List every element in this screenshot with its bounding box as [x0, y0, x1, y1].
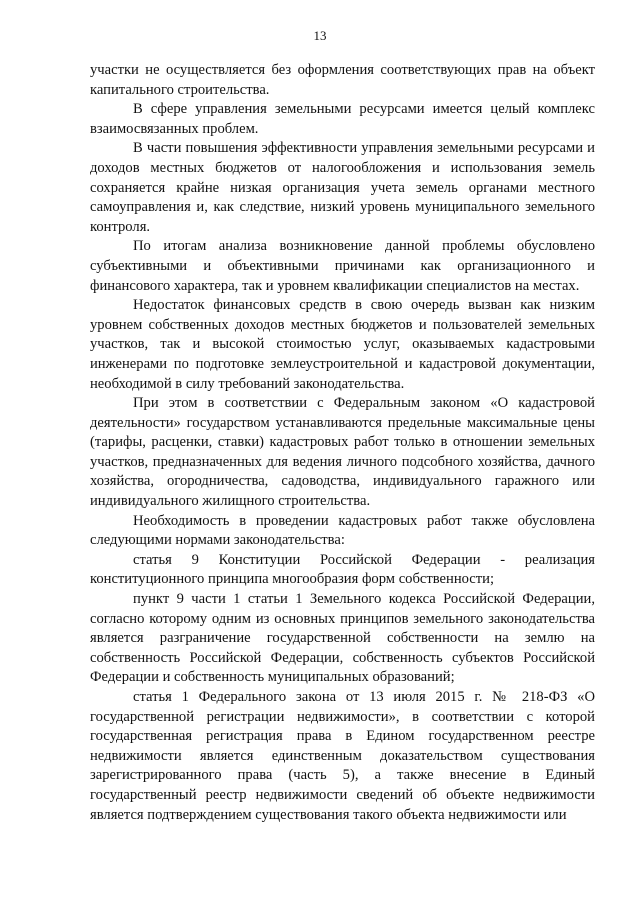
- paragraph: Недостаток финансовых средств в свою очередь вызван как низким уровнем собственных доходов местных бюджетов и пользователей земельных участков, так и высокой стоимостью услуг, оказываемых кадастровыми инженерами по подготовке землеустроительной и кадастровой документации, необходимой в силу требований законодательства.: [90, 297, 595, 392]
- document-body: [90, 61, 595, 825]
- list-item-paragraph: пункт 9 части 1 статьи 1 Земельного кодекса Российской Федерации, согласно которому одним из основных принципов земельного законодательства является разграничение государственной собственности на землю на собственность Российской Федерации, собственность субъектов Российской Федерации и собственность муниципальных образований;: [90, 591, 595, 686]
- paragraph: При этом в соответствии с Федеральным законом «О кадастровой деятельности» государством устанавливаются предельные максимальные цены (тарифы, расценки, ставки) кадастровых работ только в отношении земельных участков, предназначенных для ведения личного подсобного хозяйства, дачного хозяйства, огородничества, садоводства, индивидуального гаражного или индивидуального жилищного строительства.: [90, 395, 595, 510]
- paragraph-continued: участки не осуществляется без оформления соответствующих прав на объект капитального строительства.: [90, 62, 595, 98]
- page-number: 13: [313, 28, 327, 43]
- list-item-paragraph: статья 1 Федерального закона от 13 июля 2015 г. № 218-ФЗ «О государственной регистрации недвижимости», в соответствии с которой государственная регистрация права в Едином государственном реестре недвижимости является единственным доказательством существования зарегистрированного права (часть 5), а также внесение в Единый государственный реестр недвижимости сведений об объекте недвижимости является подтверждением существования такого объекта недвижимости или: [90, 689, 595, 823]
- paragraph: В части повышения эффективности управления земельными ресурсами и доходов местных бюджетов от налогообложения и использования земель сохраняется крайне низкая организация учета земель органами местного самоуправления и, как следствие, низкий уровень муниципального земельного контроля.: [90, 140, 595, 235]
- list-item-paragraph: статья 9 Конституции Российской Федерации - реализация конституционного принципа многообразия форм собственности;: [90, 551, 595, 588]
- paragraph: В сфере управления земельными ресурсами имеется целый комплекс взаимосвязанных проблем.: [90, 101, 595, 137]
- paragraph: Необходимость в проведении кадастровых работ также обусловлена следующими нормами законодательства:: [90, 512, 595, 549]
- paragraph: По итогам анализа возникновение данной проблемы обусловлено субъективными и объективными причинами как организационного и финансового характера, так и уровнем квалификации специалистов на местах.: [90, 238, 595, 294]
